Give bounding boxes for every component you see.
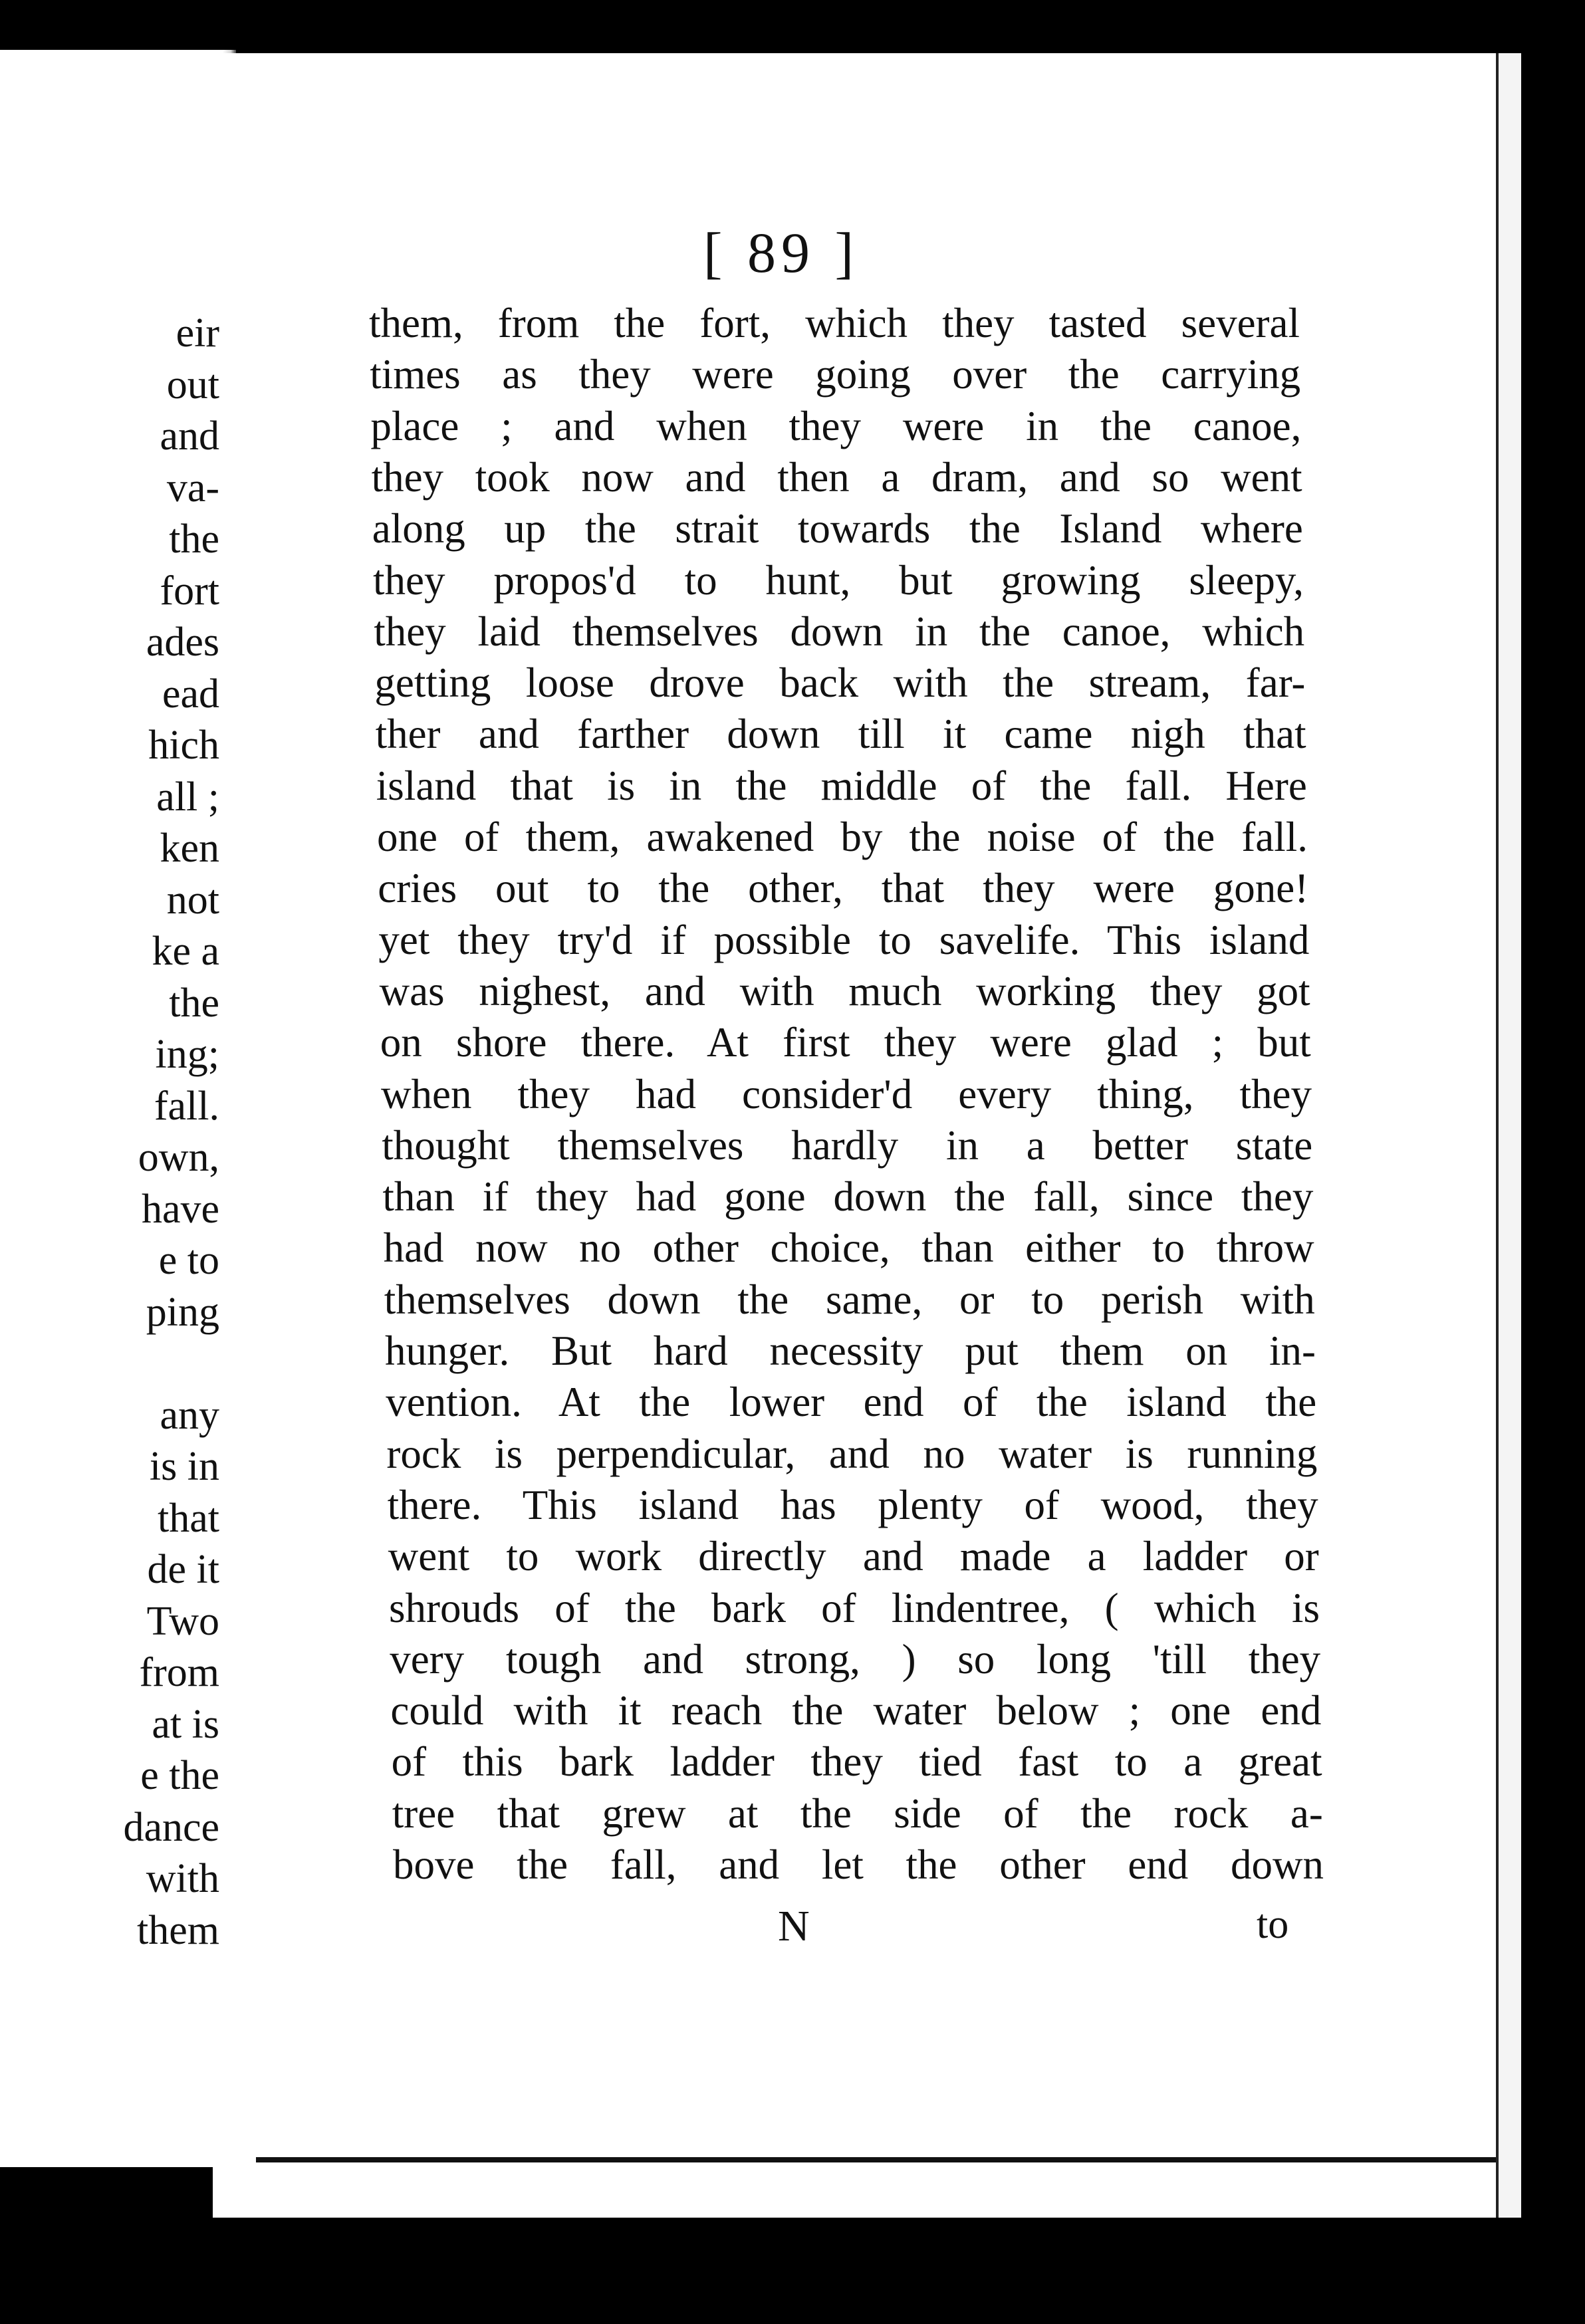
text-line: they took now and then a dram, and so went	[371, 453, 1302, 501]
text-line: themselves down the same, or to perish with	[384, 1276, 1315, 1323]
text-line: could with it reach the water below ; one end	[390, 1687, 1322, 1734]
left-page-line: ke a	[152, 929, 219, 974]
left-page-line: at is	[152, 1701, 219, 1747]
left-page-line: e the	[140, 1753, 219, 1798]
left-page-line: ades	[146, 620, 219, 665]
left-page-line: out	[166, 362, 219, 407]
left-page-line: own,	[138, 1135, 219, 1180]
left-page-line: that	[158, 1495, 219, 1541]
text-line: cries out to the other, that they were gone!	[378, 865, 1309, 912]
left-page-line: Two	[146, 1598, 219, 1644]
left-page-line: ken	[160, 826, 219, 871]
left-page-line: eir	[176, 310, 219, 356]
left-page-line: the	[169, 517, 219, 562]
left-page-line: is in	[149, 1444, 219, 1489]
text-line: than if they had gone down the fall, since they	[382, 1173, 1314, 1220]
text-line: vention. At the lower end of the island the	[386, 1379, 1317, 1426]
left-page-line: them	[137, 1907, 219, 1953]
text-line: had now no other choice, than either to throw	[383, 1224, 1314, 1272]
left-page-line: dance	[123, 1804, 219, 1850]
left-page-line: and	[160, 413, 219, 459]
text-line: hunger. But hard necessity put them on in-	[385, 1328, 1316, 1374]
page-number: [ 89 ]	[703, 221, 860, 285]
text-line: tree that grew at the side of the rock a-	[392, 1790, 1323, 1837]
text-line: on shore there. At first they were glad ; but	[380, 1019, 1311, 1066]
left-page-line: fort	[160, 568, 219, 614]
text-line: rock is perpendicular, and no water is running	[386, 1430, 1318, 1477]
text-line: there. This island has plenty of wood, they	[387, 1481, 1318, 1528]
text-line: they laid themselves down in the canoe, which	[374, 608, 1305, 655]
text-line: when they had consider'd every thing, they	[381, 1070, 1312, 1117]
left-page-line: e to	[158, 1238, 219, 1283]
text-line: times as they were going over the carrying	[370, 351, 1301, 398]
left-page-line: hich	[148, 723, 219, 768]
page-bottom-edge	[256, 2157, 1496, 2162]
left-page-line: from	[139, 1650, 219, 1695]
left-page-line: ping	[146, 1289, 219, 1335]
left-page-line: have	[141, 1186, 219, 1232]
text-line: yet they try'd if possible to savelife. This island	[378, 916, 1310, 963]
text-line: was nighest, and with much working they got	[379, 967, 1310, 1014]
left-page-line: with	[146, 1856, 219, 1901]
text-line: along up the strait towards the Island where	[372, 505, 1303, 552]
text-line: bove the fall, and let the other end down	[393, 1841, 1324, 1888]
text-line: went to work directly and made a ladder or	[388, 1533, 1319, 1580]
left-page-line: all ;	[156, 774, 219, 820]
text-line: them, from the fort, which they tasted several	[369, 300, 1300, 346]
text-line: ther and farther down till it came nigh that	[375, 711, 1306, 758]
text-line: place ; and when they were in the canoe,	[370, 402, 1302, 449]
text-line: one of them, awakened by the noise of the fall.	[377, 814, 1308, 860]
text-line: of this bark ladder they tied fast to a great	[391, 1738, 1322, 1786]
page-side-edge	[1496, 53, 1521, 2218]
left-page-line: any	[160, 1392, 219, 1438]
text-line: getting loose drove back with the stream, far-	[374, 659, 1306, 707]
left-page-line: va-	[166, 465, 219, 511]
signature-mark: N	[778, 1902, 810, 1950]
text-line: island that is in the middle of the fall. Here	[376, 762, 1307, 809]
left-page-line: not	[166, 877, 219, 923]
left-page-line: fall.	[154, 1083, 219, 1129]
text-line: thought themselves hardly in a better state	[382, 1121, 1313, 1169]
text-line: shrouds of the bark of lindentree, ( which is	[389, 1584, 1320, 1631]
text-line: they propos'd to hunt, but growing sleepy,	[373, 556, 1304, 604]
left-page-line: ing;	[155, 1032, 219, 1077]
text-line: very tough and strong, ) so long 'till they	[390, 1635, 1321, 1683]
catchword: to	[1257, 1902, 1289, 1947]
left-page-line: ead	[162, 671, 219, 717]
left-page-line: de it	[147, 1547, 219, 1592]
left-page-line: the	[169, 980, 219, 1026]
